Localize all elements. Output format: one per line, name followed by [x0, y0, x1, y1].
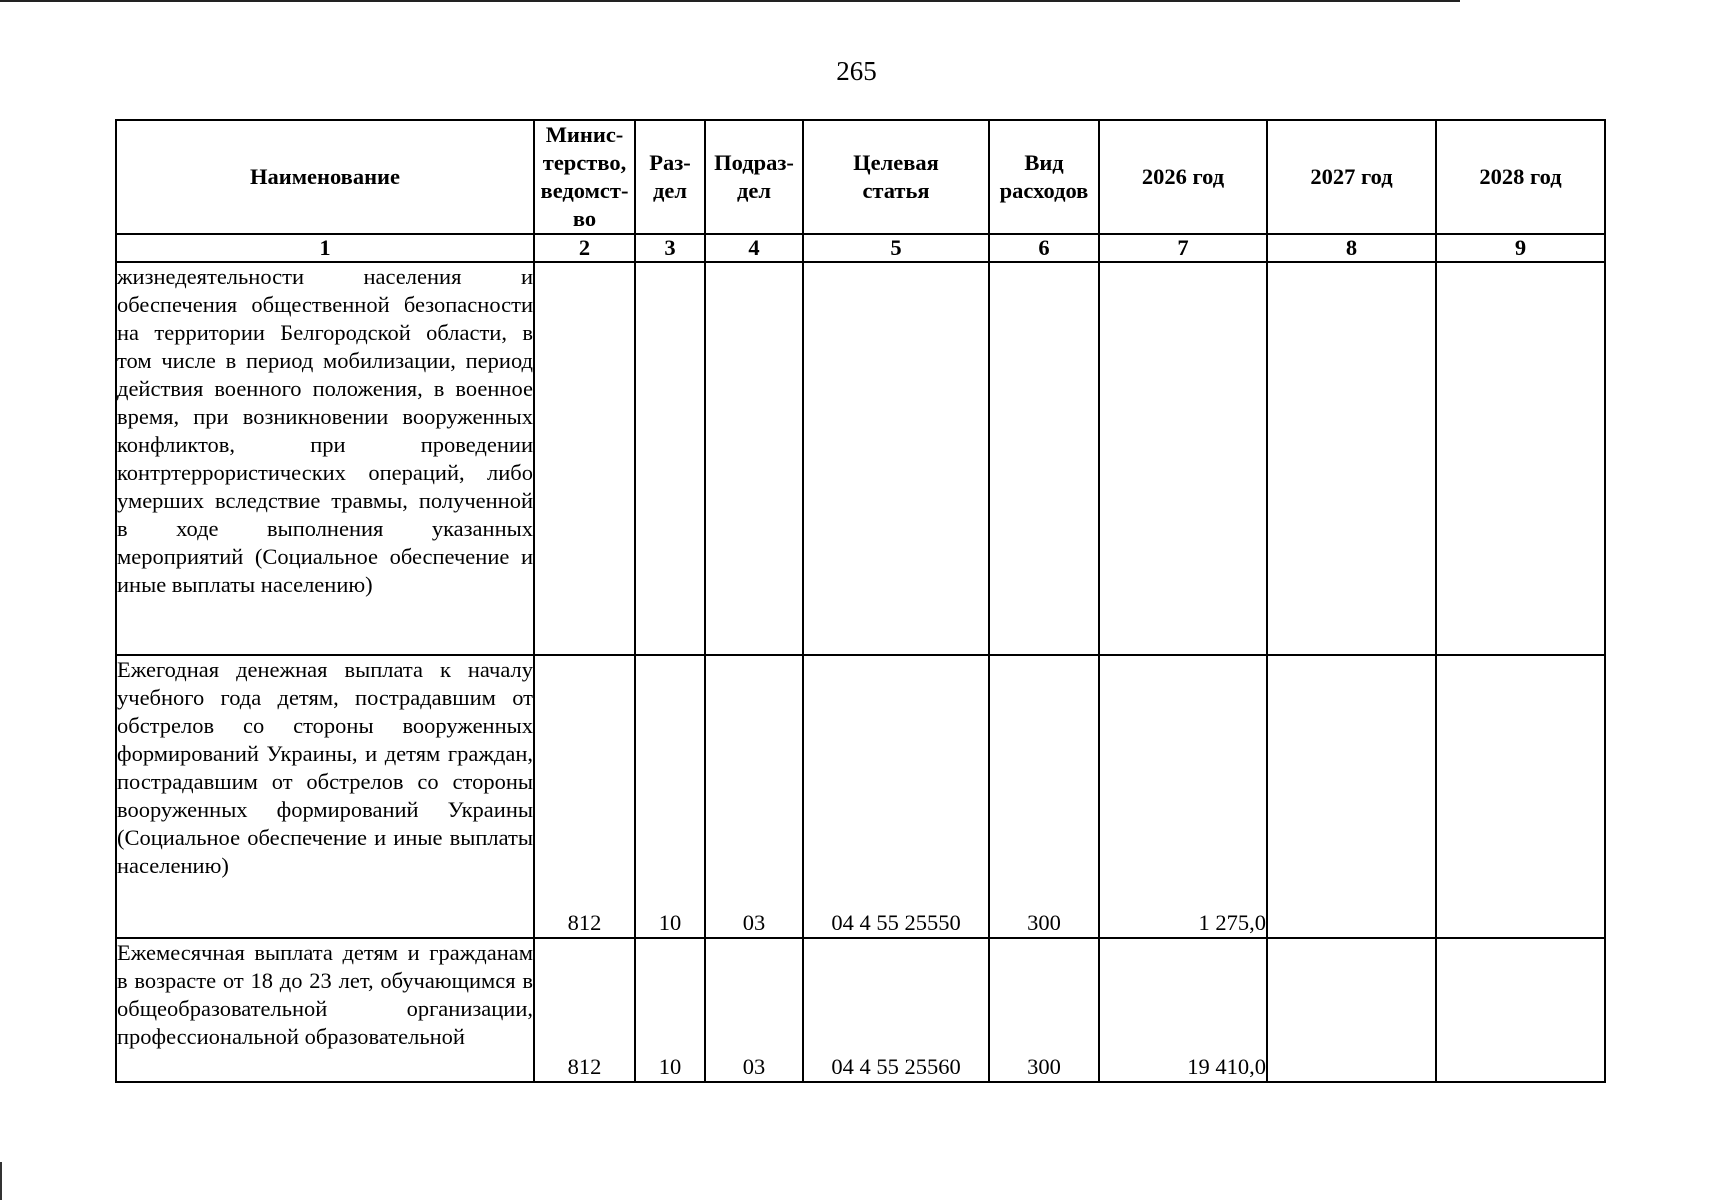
row-2026: 1 275,0 [1099, 655, 1267, 938]
row-2027 [1267, 262, 1436, 655]
row-section: 10 [635, 938, 705, 1082]
page-number: 265 [836, 56, 877, 86]
table-row [116, 262, 1605, 655]
budget-table [115, 119, 1606, 1083]
row-2028 [1436, 938, 1605, 1082]
column-number: 5 [803, 234, 989, 262]
row-subsection [705, 262, 803, 655]
row-target-item: 04 4 55 25550 [803, 655, 989, 938]
scan-edge-mark [0, 1162, 2, 1200]
row-ministry: 812 [534, 655, 635, 938]
column-number: 7 [1099, 234, 1267, 262]
header-section: Раз- дел [635, 120, 705, 234]
row-2028 [1436, 262, 1605, 655]
column-number: 3 [635, 234, 705, 262]
header-name: Наименование [116, 120, 534, 234]
column-number-row [116, 234, 1605, 262]
row-2028 [1436, 655, 1605, 938]
row-expense-type [989, 262, 1099, 655]
row-2027 [1267, 655, 1436, 938]
row-name: жизнедеятельности населения и обеспечения общественной безопасности на территории Белгородской области, в том числе в период мобилизации, период действия военного положения, в военное время, при возникновении вооруженных конфликтов, при проведении контртеррористических операций, либо умерших вследствие травмы, полученной в ходе выполнения указанных мероприятий (Социальное обеспечение и иные выплаты населению) [116, 262, 534, 655]
row-expense-type: 300 [989, 938, 1099, 1082]
row-ministry: 812 [534, 938, 635, 1082]
header-2026: 2026 год [1099, 120, 1267, 234]
column-number: 1 [116, 234, 534, 262]
header-expense-type: Вид расходов [989, 120, 1099, 234]
column-number: 6 [989, 234, 1099, 262]
column-number: 2 [534, 234, 635, 262]
row-ministry [534, 262, 635, 655]
table-row [116, 655, 1605, 938]
header-target-item: Целевая статья [803, 120, 989, 234]
row-subsection: 03 [705, 938, 803, 1082]
row-name: Ежемесячная выплата детям и гражданам в возрасте от 18 до 23 лет, обучающимся в общеобразовательной организации, профессиональной образовательной [116, 938, 534, 1082]
row-expense-type: 300 [989, 655, 1099, 938]
header-row [116, 120, 1605, 234]
column-number: 9 [1436, 234, 1605, 262]
row-section: 10 [635, 655, 705, 938]
header-2027: 2027 год [1267, 120, 1436, 234]
row-2026: 19 410,0 [1099, 938, 1267, 1082]
row-subsection: 03 [705, 655, 803, 938]
row-target-item: 04 4 55 25560 [803, 938, 989, 1082]
row-section [635, 262, 705, 655]
column-number: 4 [705, 234, 803, 262]
row-2027 [1267, 938, 1436, 1082]
header-subsection: Подраз- дел [705, 120, 803, 234]
header-2028: 2028 год [1436, 120, 1605, 234]
table-row [116, 938, 1605, 1082]
row-name: Ежегодная денежная выплата к началу учебного года детям, пострадавшим от обстрелов со стороны вооруженных формирований Украины, и детям граждан, пострадавшим от обстрелов со стороны вооруженных формирований Украины (Социальное обеспечение и иные выплаты населению) [116, 655, 534, 938]
column-number: 8 [1267, 234, 1436, 262]
row-target-item [803, 262, 989, 655]
header-ministry: Минис- терство, ведомст- во [534, 120, 635, 234]
row-2026 [1099, 262, 1267, 655]
scan-edge-line [0, 0, 1460, 2]
